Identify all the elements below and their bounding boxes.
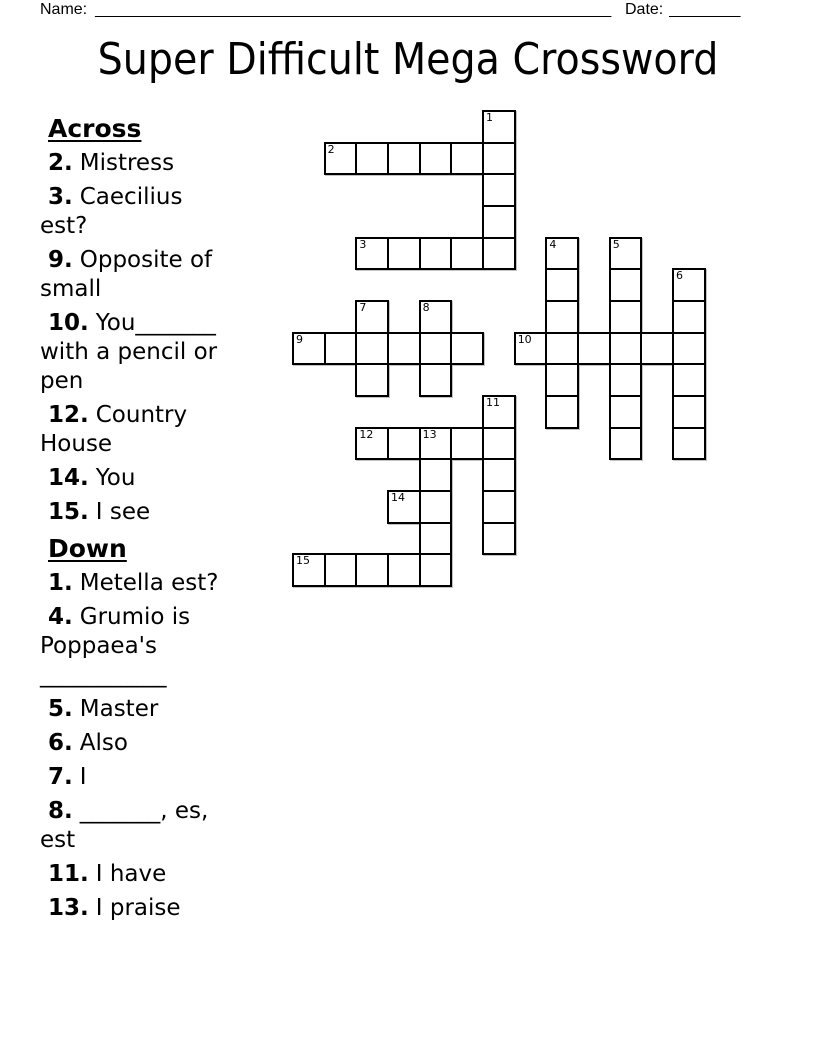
grid-cell-6-12[interactable]	[482, 490, 516, 524]
clue-number: 1.	[48, 570, 73, 596]
grid-cell-2-7[interactable]	[355, 332, 389, 366]
clue-number: 10.	[48, 310, 89, 336]
clue-line	[48, 695, 268, 724]
grid-cell-8-4[interactable]	[545, 237, 579, 271]
name-label: Name:	[40, 1, 88, 18]
clue-line	[48, 149, 268, 178]
grid-cell-4-1[interactable]	[419, 142, 453, 176]
clue-line	[48, 498, 268, 527]
clue-text: I praise	[95, 895, 181, 921]
clue-text: Country	[95, 402, 188, 428]
clue-text: Metella est?	[79, 570, 219, 596]
cell-number: 1	[486, 111, 494, 124]
grid-cell-9-7[interactable]	[577, 332, 611, 366]
clue-item-3	[40, 183, 268, 241]
grid-cell-6-1[interactable]	[482, 142, 516, 176]
grid-cell-10-10[interactable]	[609, 427, 643, 461]
grid-cell-1-7[interactable]	[324, 332, 358, 366]
clue-line	[48, 860, 268, 889]
clue-text: Master	[79, 696, 159, 722]
clue-number: 6.	[48, 730, 73, 756]
clue-number: 2.	[48, 150, 73, 176]
grid-cell-10-5[interactable]	[609, 268, 643, 302]
clue-number: 13.	[48, 895, 89, 921]
grid-cell-3-14[interactable]	[387, 553, 421, 587]
clue-item-11	[40, 860, 268, 889]
cell-number: 13	[422, 427, 437, 441]
grid-cell-1-14[interactable]	[324, 553, 358, 587]
clue-number: 12.	[48, 402, 89, 428]
cell-number: 6	[676, 269, 684, 283]
clue-line	[48, 401, 268, 430]
grid-cell-10-9[interactable]	[609, 395, 643, 429]
cell-number: 5	[612, 237, 620, 251]
clue-item-9	[40, 246, 268, 304]
clue-item-13	[40, 894, 268, 923]
clue-text: You_______	[95, 310, 216, 336]
clue-number: 9.	[48, 247, 73, 273]
grid-cell-4-13[interactable]	[419, 522, 453, 556]
clue-number: 7.	[48, 764, 73, 790]
clue-line	[48, 309, 268, 338]
grid-cell-2-8[interactable]	[355, 363, 389, 397]
grid-cell-3-1[interactable]	[387, 142, 421, 176]
grid-cell-10-6[interactable]	[609, 300, 643, 334]
clue-text: Mistress	[79, 150, 175, 176]
grid-cell-6-10[interactable]	[482, 427, 516, 461]
clue-line	[48, 246, 268, 275]
grid-cell-6-4[interactable]	[482, 237, 516, 271]
clue-number: 15.	[48, 499, 89, 525]
grid-cell-6-2[interactable]	[482, 173, 516, 207]
clue-item-4	[40, 603, 268, 690]
grid-cell-4-11[interactable]	[419, 458, 453, 492]
clue-item-2	[40, 149, 268, 178]
clue-item-6	[40, 729, 268, 758]
grid-cell-7-7[interactable]	[514, 332, 548, 366]
grid-cell-6-3[interactable]	[482, 205, 516, 239]
clue-text: I see	[95, 499, 151, 525]
down-heading: Down	[48, 534, 127, 563]
grid-cell-6-11[interactable]	[482, 458, 516, 492]
clue-line	[48, 183, 268, 212]
clue-line	[48, 603, 268, 632]
grid-cell-3-7[interactable]	[387, 332, 421, 366]
name-blank-line[interactable]: __________________________________________________________	[95, 1, 612, 18]
date-label: Date:	[625, 1, 664, 18]
grid-cell-5-1[interactable]	[450, 142, 484, 176]
name-field	[40, 1, 611, 18]
clue-text: Opposite of	[79, 247, 213, 273]
across-heading: Across	[48, 114, 142, 143]
grid-cell-8-5[interactable]	[545, 268, 579, 302]
cell-number: 7	[359, 301, 367, 315]
grid-cell-12-8[interactable]	[672, 363, 706, 397]
grid-cell-4-12[interactable]	[419, 490, 453, 524]
clues-column	[40, 112, 268, 928]
clue-line	[48, 464, 268, 493]
grid-cell-0-7[interactable]	[292, 332, 326, 366]
grid-cell-6-0[interactable]	[482, 110, 516, 144]
clue-text: _______, es,	[79, 798, 209, 824]
clue-number: 11.	[48, 861, 89, 887]
grid-cell-6-13[interactable]	[482, 522, 516, 556]
cell-number: 4	[549, 237, 557, 251]
date-field	[625, 0, 740, 20]
grid-cell-12-6[interactable]	[672, 300, 706, 334]
grid-cell-1-1[interactable]	[324, 142, 358, 176]
grid-cell-4-14[interactable]	[419, 553, 453, 587]
grid-cell-8-7[interactable]	[545, 332, 579, 366]
clue-text: Grumio is	[79, 604, 191, 630]
grid-cell-10-4[interactable]	[609, 237, 643, 271]
clue-line: Poppaea's	[40, 633, 157, 659]
grid-cell-4-4[interactable]	[419, 237, 453, 271]
clue-number: 3.	[48, 184, 73, 210]
cell-number: 3	[359, 237, 367, 251]
grid-cell-5-10[interactable]	[450, 427, 484, 461]
clue-item-12	[40, 401, 268, 459]
grid-cell-12-7[interactable]	[672, 332, 706, 366]
grid-cell-8-6[interactable]	[545, 300, 579, 334]
clue-text: You	[95, 465, 136, 491]
page-title: Super Difficult Mega Crossword	[97, 34, 719, 85]
clue-number: 5.	[48, 696, 73, 722]
grid-cell-4-6[interactable]	[419, 300, 453, 334]
cell-number: 8	[422, 301, 430, 315]
grid-cell-12-5[interactable]	[672, 268, 706, 302]
grid-cell-2-4[interactable]	[355, 237, 389, 271]
cell-number: 11	[486, 396, 501, 410]
clue-line: with a pencil or	[40, 339, 218, 365]
grid-cell-2-6[interactable]	[355, 300, 389, 334]
clue-item-7	[40, 763, 268, 792]
name-date-row	[40, 0, 776, 22]
clue-line: pen	[40, 368, 84, 394]
grid-cell-3-12[interactable]	[387, 490, 421, 524]
grid-cell-6-9[interactable]	[482, 395, 516, 429]
clue-line	[48, 569, 268, 598]
clue-item-1	[40, 569, 268, 598]
grid-cell-8-8[interactable]	[545, 363, 579, 397]
grid-cell-8-9[interactable]	[545, 395, 579, 429]
clue-number: 14.	[48, 465, 89, 491]
down-clue-list	[40, 569, 268, 923]
cell-number: 9	[296, 332, 303, 346]
cell-number: 10	[517, 332, 532, 346]
grid-cell-4-7[interactable]	[419, 332, 453, 366]
grid-cell-3-10[interactable]	[387, 427, 421, 461]
clue-line: est?	[40, 213, 88, 239]
clue-text: Caecilius	[79, 184, 183, 210]
clue-text: Also	[79, 730, 128, 756]
cell-number: 2	[327, 142, 335, 156]
cell-number: 14	[391, 491, 405, 505]
grid-cell-4-10[interactable]	[419, 427, 453, 461]
clue-number: 4.	[48, 604, 73, 630]
clue-line	[48, 729, 268, 758]
across-clue-list	[40, 149, 268, 527]
grid-cell-2-14[interactable]	[355, 553, 389, 587]
clue-item-10	[40, 309, 268, 396]
clue-line	[48, 763, 268, 792]
date-blank-line[interactable]: ________	[669, 1, 741, 18]
grid-cell-5-7[interactable]	[450, 332, 484, 366]
clue-line: House	[40, 431, 113, 457]
grid-cell-3-4[interactable]	[387, 237, 421, 271]
crossword-grid	[292, 110, 712, 590]
clue-text: I have	[95, 861, 167, 887]
clue-line: ___________	[40, 662, 167, 688]
clue-item-5	[40, 695, 268, 724]
grid-cell-10-8[interactable]	[609, 363, 643, 397]
clue-line: small	[40, 276, 102, 302]
grid-cell-2-10[interactable]	[355, 427, 389, 461]
grid-cell-5-4[interactable]	[450, 237, 484, 271]
grid-cell-4-8[interactable]	[419, 363, 453, 397]
cell-number: 12	[359, 427, 374, 441]
clue-line: est	[40, 827, 76, 853]
grid-cell-11-7[interactable]	[640, 332, 674, 366]
clue-text: I	[79, 764, 87, 790]
clue-item-8	[40, 797, 268, 855]
clue-item-14	[40, 464, 268, 493]
grid-cell-0-14[interactable]	[292, 553, 326, 587]
cell-number: 15	[296, 554, 310, 568]
clue-line	[48, 797, 268, 826]
grid-cell-12-9[interactable]	[672, 395, 706, 429]
grid-cell-2-1[interactable]	[355, 142, 389, 176]
clue-line	[48, 894, 268, 923]
grid-cell-12-10[interactable]	[672, 427, 706, 461]
grid-cell-10-7[interactable]	[609, 332, 643, 366]
clue-item-15	[40, 498, 268, 527]
clue-number: 8.	[48, 798, 73, 824]
